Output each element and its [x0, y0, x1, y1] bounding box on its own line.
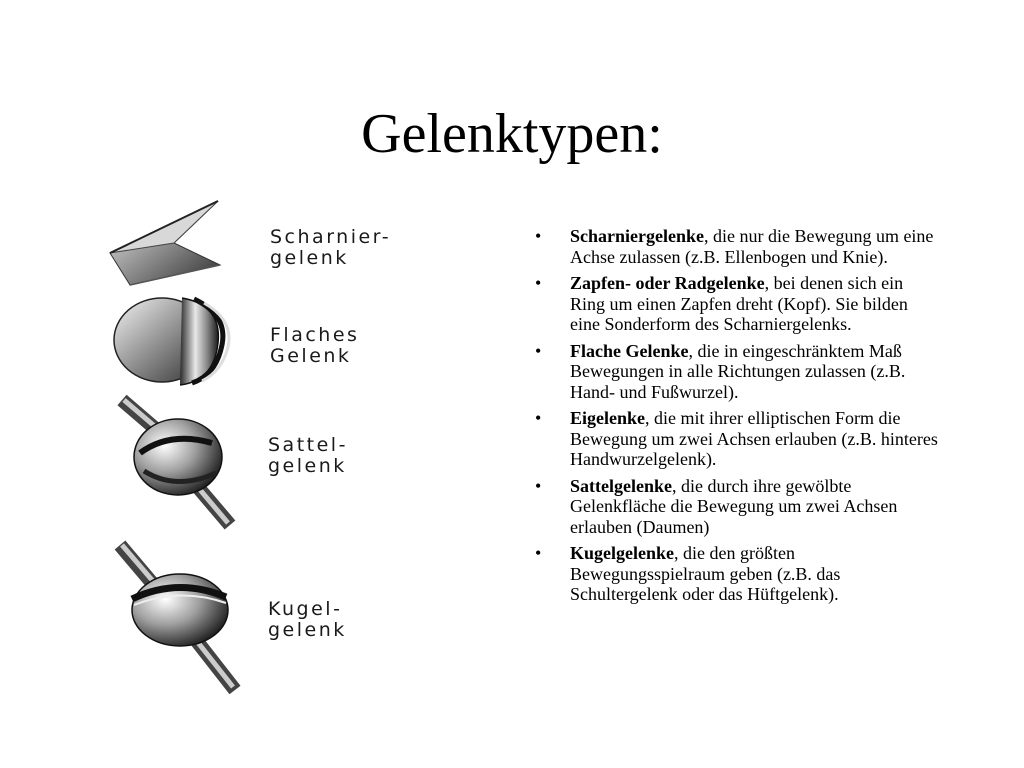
label-line: Flaches — [270, 324, 360, 346]
label-sattel — [268, 435, 348, 477]
bullet-term: Flache Gelenke — [570, 340, 689, 361]
bullet-term: Scharniergelenke — [570, 226, 704, 246]
bullet-text: , die in eingeschränktem Maß Bewegungen in alle Richtungen zulassen (z.B. Hand- und Fußwurzel). — [570, 340, 906, 402]
list-item — [530, 543, 940, 605]
slide-title: Gelenktypen: — [361, 103, 663, 165]
label-flaches — [270, 325, 359, 367]
bullet-marker: • — [535, 543, 542, 563]
bullet-marker: • — [535, 273, 542, 293]
bullet-text: , die mit ihrer elliptischen Form die Bewegung um zwei Achsen erlauben (z.B. hinteres Handwurzelgelenk). — [570, 408, 938, 469]
joint-types-list — [530, 226, 940, 611]
list-item — [530, 476, 940, 538]
bullet-marker: • — [535, 340, 542, 361]
bullet-text: , die nur die Bewegung um eine Achse zulassen (z.B. Ellenbogen und Knie). — [570, 226, 934, 267]
label-line: Kugel- — [268, 598, 343, 620]
joint-types-illustration — [100, 195, 440, 705]
saddle-joint-drawing — [122, 400, 230, 525]
bullet-term: Sattelgelenke — [570, 475, 672, 496]
label-kugel — [268, 599, 347, 641]
list-item — [530, 226, 940, 267]
bullet-text: , bei denen sich ein Ring um einen Zapfen dreht (Kopf). Sie bilden eine Sonderform des Scharniergelenks. — [570, 273, 908, 334]
bullet-marker: • — [535, 226, 542, 246]
bullet-term: Zapfen- oder Radgelenke — [570, 273, 765, 293]
plane-joint-drawing — [114, 298, 229, 385]
hinge-joint-drawing — [110, 201, 220, 285]
list-item — [530, 408, 940, 470]
bullet-text: , die durch ihre gewölbte Gelenkfläche die Bewegung um zwei Achsen erlauben (Daumen) — [570, 475, 898, 537]
bullet-marker: • — [535, 408, 542, 428]
list-item — [530, 273, 940, 335]
label-line: gelenk — [270, 247, 349, 269]
bullet-term: Eigelenke — [570, 408, 645, 428]
label-line: Gelenk — [270, 345, 352, 367]
label-line: Scharnier- — [270, 226, 392, 248]
ball-joint-drawing — [120, 545, 235, 690]
bullet-term: Kugelgelenke — [570, 543, 674, 563]
label-line: gelenk — [268, 619, 347, 641]
bullet-marker: • — [535, 475, 542, 496]
list-item — [530, 341, 940, 403]
bullet-text: , die den größten Bewegungsspielraum geben (z.B. das Schultergelenk oder das Hüftgelenk). — [570, 543, 841, 604]
label-scharnier — [270, 227, 391, 269]
label-line: Sattel- — [268, 434, 348, 456]
label-line: gelenk — [268, 455, 347, 477]
